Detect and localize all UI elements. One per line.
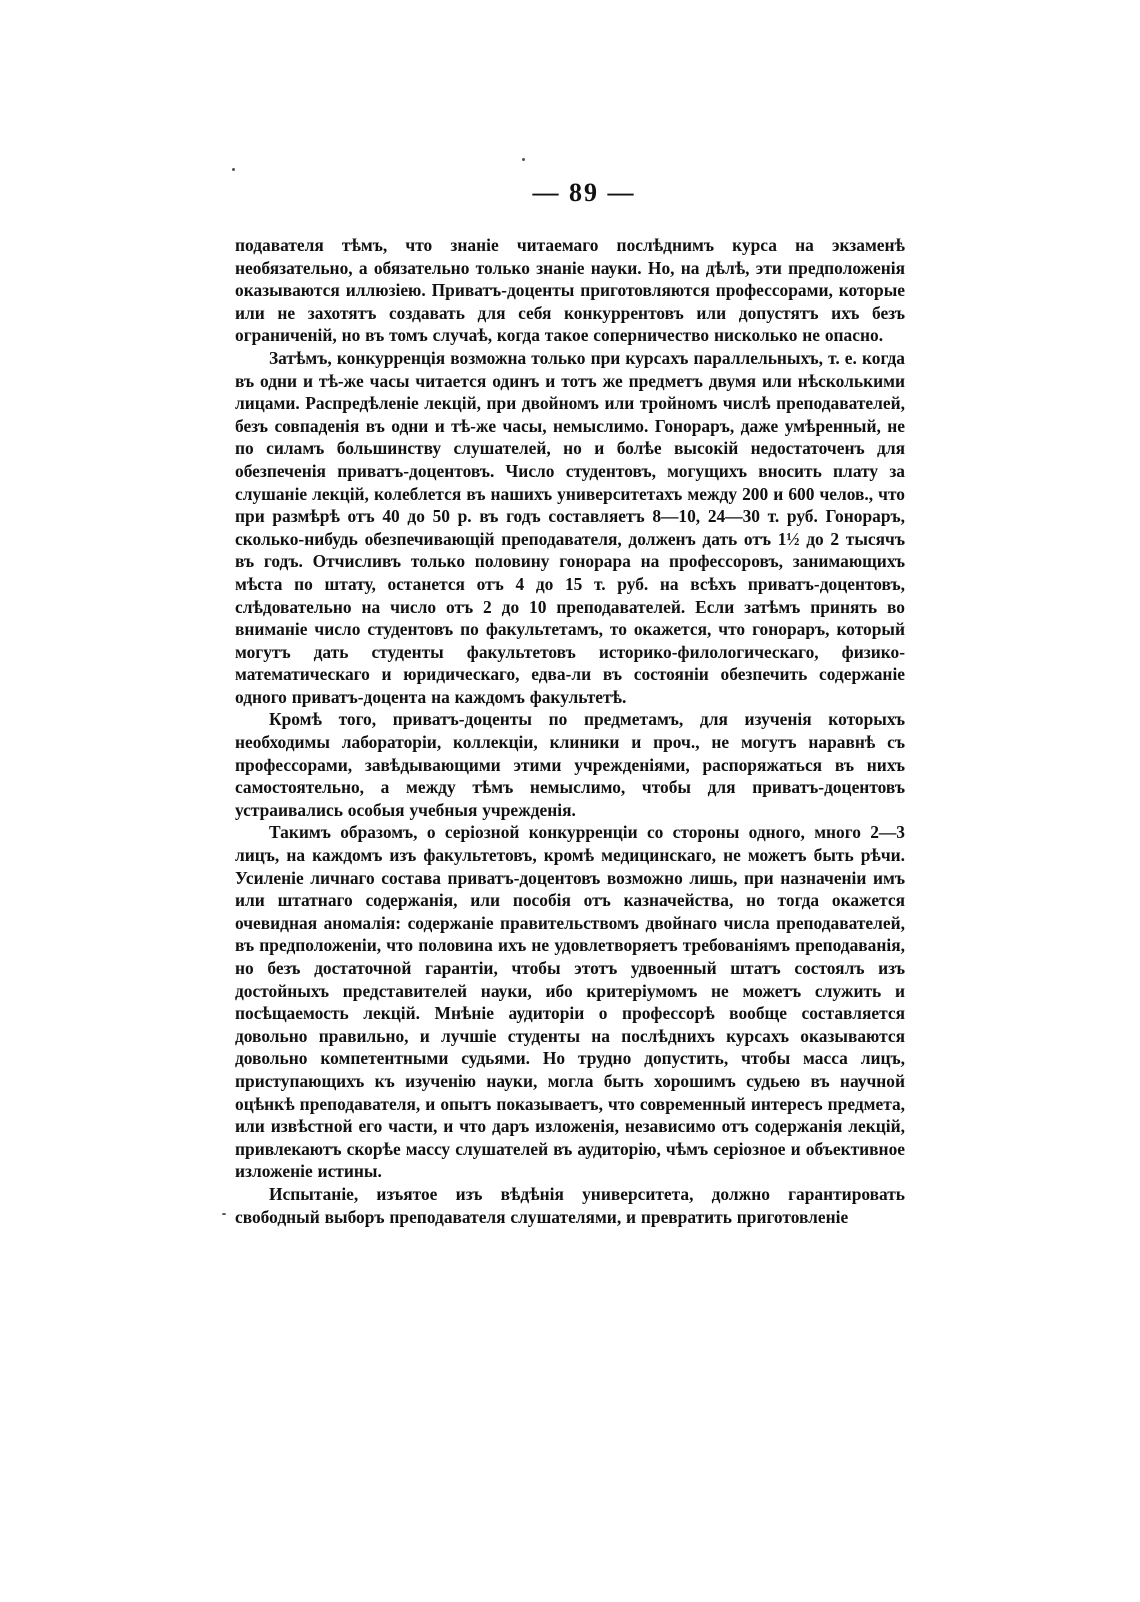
- paragraph-5: Испытаніе, изъятое изъ вѣдѣнія университета, должно гарантировать свободный выборъ преподавателя слушателями, и превратить приготовленіе: [235, 1183, 905, 1227]
- paragraph-1: подавателя тѣмъ, что знаніе читаемаго послѣднимъ курса на экзаменѣ необязательно, а обязательно только знаніе науки. Но, на дѣлѣ, эти предположенія оказываются иллюзіею. Приватъ-доценты приготовляются профессорами, которые или не захотятъ создавать для себя конкуррентовъ или допустятъ ихъ безъ ограниченій, но въ томъ случаѣ, когда такое соперничество нисколько не опасно.: [235, 235, 905, 346]
- scan-speck: [222, 1213, 226, 1215]
- scan-speck: [522, 158, 525, 161]
- paragraph-4: Такимъ образомъ, о серіозной конкурренціи со стороны одного, много 2—3 лицъ, на каждомъ изъ факультетовъ, кромѣ медицинскаго, не можетъ быть рѣчи. Усиленіе личнаго состава приватъ-доцентовъ возможно лишь, при назначеніи имъ или штатнаго содержанія, или пособія отъ казначейства, но тогда окажется очевидная аномалія: содержаніе правительствомъ двойнаго числа преподавателей, въ предположеніи, что половина ихъ не удовлетворяетъ требованіямъ преподаванія, но безъ достаточной гарантіи, чтобы этотъ удвоенный штатъ состоялъ изъ достойныхъ представителей науки, ибо критеріумомъ не можетъ служить и посѣщаемость лекцій. Мнѣніе аудиторіи о профессорѣ вообще составляется довольно правильно, и лучшіе студенты на послѣднихъ курсахъ оказываются довольно компетентными судьями. Но трудно допустить, чтобы масса лицъ, приступающихъ къ изученію науки, могла быть хорошимъ судьею въ научной оцѣнкѣ преподавателя, и опытъ показываетъ, что современный интересъ предмета, или извѣстной его части, и что даръ изложенія, независимо отъ содержанія лекцій, привлекаютъ скорѣе массу слушателей въ аудиторію, чѣмъ серіозное и объективное изложеніе истины.: [235, 822, 905, 1182]
- scan-speck: [232, 168, 235, 171]
- paragraph-2: Затѣмъ, конкурренція возможна только при курсахъ параллельныхъ, т. е. когда въ одни и тѣ-же часы читается одинъ и тотъ же предметъ двумя или нѣсколькими лицами. Распредѣленіе лекцій, при двойномъ или тройномъ числѣ преподавателей, безъ совпаденія въ одни и тѣ-же часы, немыслимо. Гонораръ, даже умѣренный, не по силамъ большинству слушателей, но и болѣе высокій недостаточенъ для обезпеченія приватъ-доцентовъ. Число студентовъ, могущихъ вносить плату за слушаніе лекцій, колеблется въ нашихъ университетахъ между 200 и 600 челов., что при размѣрѣ отъ 40 до 50 р. въ годъ составляетъ 8—10, 24—30 т. руб. Гонораръ, сколько-нибудь обезпечивающій преподавателя, долженъ дать отъ 1½ до 2 тысячъ въ годъ. Отчисливъ только половину гонорара на профессоровъ, занимающихъ мѣста по штату, останется отъ 4 до 15 т. руб. на всѣхъ приватъ-доцентовъ, слѣдовательно на число отъ 2 до 10 преподавателей. Если затѣмъ принять во вниманіе число студентовъ по факультетамъ, то окажется, что гонораръ, который могутъ дать студенты факультетовъ историко-филологическаго, физико-математическаго и юридическаго, едва-ли въ состояніи обезпечить содержаніе одного приватъ-доцента на каждомъ факультетѣ.: [235, 347, 905, 707]
- page-number: — 89 —: [532, 178, 636, 207]
- document-page: [235, 178, 905, 1228]
- paragraph-3: Кромѣ того, приватъ-доценты по предметамъ, для изученія которыхъ необходимы лабораторіи, коллекціи, клиники и проч., не могутъ наравнѣ съ профессорами, завѣдывающими этими учрежденіями, распоряжаться въ нихъ самостоятельно, а между тѣмъ немыслимо, чтобы для приватъ-доцентовъ устраивались особыя учебныя учрежденія.: [235, 709, 905, 820]
- body-text: [235, 234, 905, 1228]
